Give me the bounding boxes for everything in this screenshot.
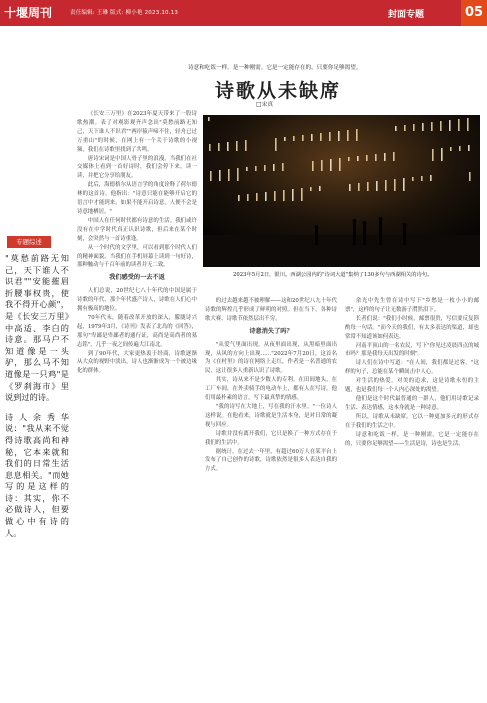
paragraph: 《长安三万里》在2023年夏天带来了一股诗歌热潮。表了对观影观齐声念出"莫愁前路无知己，天下谁人不识君""两岸猿声啼不住，轻舟已过万重山"的时候，在网上有一个关于诗歌的小视频，我们在诗歌里找到了共鸣。 xyxy=(77,111,197,153)
subheading: 诗意消失了吗？ xyxy=(249,327,293,335)
lantern-decoration xyxy=(274,191,276,201)
lantern-decoration xyxy=(329,132,331,141)
lantern-decoration xyxy=(458,119,460,131)
lantern-decoration xyxy=(236,141,238,151)
lantern-decoration xyxy=(356,129,358,141)
lantern-decoration xyxy=(375,154,377,161)
sidebar-quotes xyxy=(5,253,69,547)
lantern-decoration xyxy=(264,165,266,171)
lantern-decoration xyxy=(441,148,443,161)
article-column-1 xyxy=(77,110,197,698)
lantern-decoration xyxy=(384,153,386,161)
paragraph: 其实，诗从来不是少数人的专利。在田间地头，在工厂车间，在外卖骑手的电动车上，都有人在写诗。他们用最朴素的语言，写下最真挚的情感。 xyxy=(205,377,337,402)
paragraph: 所以，诗歌从未缺席。它以一种更加多元的形式存在于我们的生活之中。 xyxy=(345,413,479,429)
sidebar-quote: "莫愁前路无知己，天下谁人不识君""安能摧眉折腰事权贵，使我不得开心颜"，是《长安三万里》中高适、李白的诗意。那马户不知道像是一头驴，那么马不知道像是一只鸡"是《罗刹海市》里说到过的诗。 xyxy=(5,253,69,403)
lantern-decoration xyxy=(321,160,323,171)
lantern-decoration xyxy=(349,184,351,191)
lantern-decoration xyxy=(450,147,452,151)
lantern-decoration xyxy=(459,146,461,151)
lantern-decoration xyxy=(339,158,341,171)
lantern-decoration xyxy=(208,117,210,121)
lantern-decoration xyxy=(255,166,257,171)
lantern-decoration xyxy=(273,164,275,171)
lantern-decoration xyxy=(394,179,396,191)
lantern-decoration xyxy=(430,175,432,181)
paragraph: "从爱气里面出现，从夜里面出现，从黑暗里面出现，从风的方向上出现……"2022年7月20日，这首名为《在村里》的诗在网络上走红，作者是一名普通的农民，这让很多人重新认识了诗歌。 xyxy=(205,341,337,375)
paragraph: 唐诗宋词是中国人骨子里的浪漫，当我们在社交媒体上看到一首好诗时，我们会停下来，读一读，并把它分享给朋友。 xyxy=(77,155,197,180)
page-number: 05 xyxy=(461,0,487,26)
lantern-decoration xyxy=(393,152,395,161)
lantern-decoration xyxy=(209,144,211,151)
editor-meta: 责任编辑: 王琳 版式: 柳小艳 2023.10.13 xyxy=(70,10,179,16)
lantern-decoration xyxy=(421,176,423,181)
subheading: 我们感受的一去不返 xyxy=(109,274,165,282)
lantern-decoration xyxy=(210,171,212,181)
lantern-decoration xyxy=(284,137,286,141)
lantern-decoration xyxy=(367,182,369,191)
paragraph: 中国人在任何时代都有诗意的生活。我们或许没有在中学时代真正认识诗歌，但后来在某个时刻，会突然与一首诗重逢。 xyxy=(77,217,197,242)
article-deck: 诗意和吃饭一样，是一种刚需。它是一定能存在的，只要你足够渴望。 xyxy=(188,65,362,71)
lantern-decoration xyxy=(395,126,397,131)
lantern-decoration xyxy=(319,186,321,191)
paragraph: 此后，海德格尔从语言学的角度诠释了荷尔德林的这首诗。他指出："诗意只能在能够开启它的语言中才能到来，如果不能开启诗意，人便不会是诗意地栖居。" xyxy=(77,182,197,215)
lantern-decoration xyxy=(293,136,295,141)
article-author: □宋真 xyxy=(256,102,274,108)
lantern-decoration xyxy=(302,135,304,141)
lantern-decoration xyxy=(275,138,277,151)
lantern-decoration xyxy=(237,168,239,181)
paragraph: 诗人们在诗中写道："在人间，我们都是过客。"这样的句子，总能在某个瞬间击中人心。 xyxy=(345,360,479,376)
lantern-decoration xyxy=(330,159,332,171)
lantern-decoration xyxy=(467,118,469,131)
article-title: 诗歌从未缺席 xyxy=(215,80,342,102)
photo-caption: 2023年5月2日，银川。西湖公园内的"诗词大道"集纳了130多句与西湖相关的诗句。 xyxy=(233,272,433,278)
lantern-decoration xyxy=(347,130,349,141)
sidebar-tag: 专题综述 xyxy=(7,236,51,248)
publication-name: 十堰周刊 xyxy=(4,6,53,20)
page-header xyxy=(0,0,487,26)
paragraph: 的过去越来越不被理解——这和20世纪八九十年代诗歌的辉煌几乎形成了鲜明的对照。但在当下，各种诗歌大赛、诗歌节依然层出不穷。 xyxy=(205,298,337,322)
lantern-decoration xyxy=(247,194,249,201)
article-column-3 xyxy=(345,297,479,697)
lantern-decoration xyxy=(468,145,470,151)
lantern-decoration xyxy=(376,181,378,191)
lantern-street-photo xyxy=(203,115,480,267)
paragraph: 到了90年代，大家更热衷于经商，诗歌逐渐从大众的视野中淡出，诗人也渐渐成为一个被边缘化的群体。 xyxy=(77,350,197,375)
paragraph: 河南平顶山的一名农民，写下"你见过凌晨四点的城市吗？那是我每天出发的时刻"。 xyxy=(345,342,479,358)
paragraph: 他们是这个时代最普通的一群人，他们用诗歌记录生活、表达情感，这本身就是一种诗意。 xyxy=(345,395,479,411)
article-column-2 xyxy=(205,297,337,697)
lantern-decoration xyxy=(310,187,312,191)
lantern-decoration xyxy=(469,172,471,181)
lantern-decoration xyxy=(227,142,229,151)
lantern-decoration xyxy=(404,125,406,131)
paragraph: 诗歌并没有离开我们，它只是换了一种方式存在于我们的生活中。 xyxy=(205,430,337,446)
lantern-decoration xyxy=(245,140,247,151)
lantern-decoration xyxy=(422,123,424,131)
paragraph: 余光中先生曾在诗中写下"乡愁是一枚小小的邮票"，这样的句子让无数游子潸然泪下。 xyxy=(345,298,479,313)
paragraph: 从一个时代的文学里，可以看到那个时代人们的精神面貌。当我们在手机屏幕上读到一句好诗，那种触动与千百年前的读者并无二致。 xyxy=(77,244,197,269)
lantern-decoration xyxy=(311,134,313,141)
lantern-decoration xyxy=(218,143,220,151)
paragraph: 诗意和吃饭一样，是一种刚需。它是一定能存在的，只要你足够渴望——生活是诗，诗也是生活。 xyxy=(345,431,479,447)
lantern-decoration xyxy=(282,163,284,171)
lantern-decoration xyxy=(283,190,285,201)
lantern-decoration xyxy=(219,170,221,181)
paragraph: 据统计，在过去一年里，有超过60万人在某平台上发布了自己创作的诗歌，诗歌依然是很多人表达自我的方式。 xyxy=(205,448,337,473)
lantern-decoration xyxy=(403,178,405,191)
lantern-decoration xyxy=(292,189,294,201)
paragraph: "我的诗写在大地上，写在我的汗水里。"一位诗人这样说。在他看来，诗歌就是生活本身，是对日常的凝视与回应。 xyxy=(205,403,337,428)
lantern-decoration xyxy=(228,169,230,181)
lantern-decoration xyxy=(432,149,434,161)
lantern-decoration xyxy=(312,161,314,171)
sidebar-quote: 诗人余秀华说："我从来不觉得诗歌高尚和神秘，它本来就和我们的日常生活息息相关。"而她写的是这样的诗：其实，你不必做诗人，但要做心中有诗的人。 xyxy=(5,411,69,538)
lantern-decoration xyxy=(358,183,360,191)
paragraph: 对生活的热爱，对美的追求，这是诗歌永恒的主题，也是我们每一个人内心深处的渴望。 xyxy=(345,378,479,394)
lantern-decoration xyxy=(265,192,267,201)
lantern-decoration xyxy=(413,124,415,131)
lantern-decoration xyxy=(320,133,322,141)
night-lantern-scene xyxy=(203,115,480,267)
paragraph: 70年代末，随着改革开放的深入，朦胧诗兴起，1979年3月，《诗刊》发表了北岛的《回答》，那句"卑鄙是卑鄙者的通行证，高尚是高尚者的墓志铭"，几乎一夜之间传遍大江南北。 xyxy=(77,314,197,348)
lantern-decoration xyxy=(338,131,340,141)
lantern-decoration xyxy=(246,167,248,171)
lantern-decoration xyxy=(385,180,387,191)
lantern-decoration xyxy=(431,122,433,131)
lantern-decoration xyxy=(412,177,414,181)
lantern-decoration xyxy=(238,195,240,201)
lantern-decoration xyxy=(357,156,359,161)
lantern-decoration xyxy=(256,193,258,201)
section-title: 封面专题 xyxy=(388,10,425,20)
lantern-decoration xyxy=(301,188,303,201)
lantern-decoration xyxy=(449,120,451,131)
lantern-decoration xyxy=(366,155,368,161)
paragraph: 人们总说，20世纪七八十年代的中国是属于诗歌的年代，那个年代盛产诗人，诗歌在人们心中拥有极高的地位。 xyxy=(77,288,197,313)
lantern-decoration xyxy=(440,121,442,131)
lantern-decoration xyxy=(348,157,350,161)
paragraph: 长者们说："我们小时候，邮票很贵，写信要反复斟酌每一句话。"而今天的我们，有太多表达的渠道，却也常常不知道该如何表达。 xyxy=(345,315,479,340)
